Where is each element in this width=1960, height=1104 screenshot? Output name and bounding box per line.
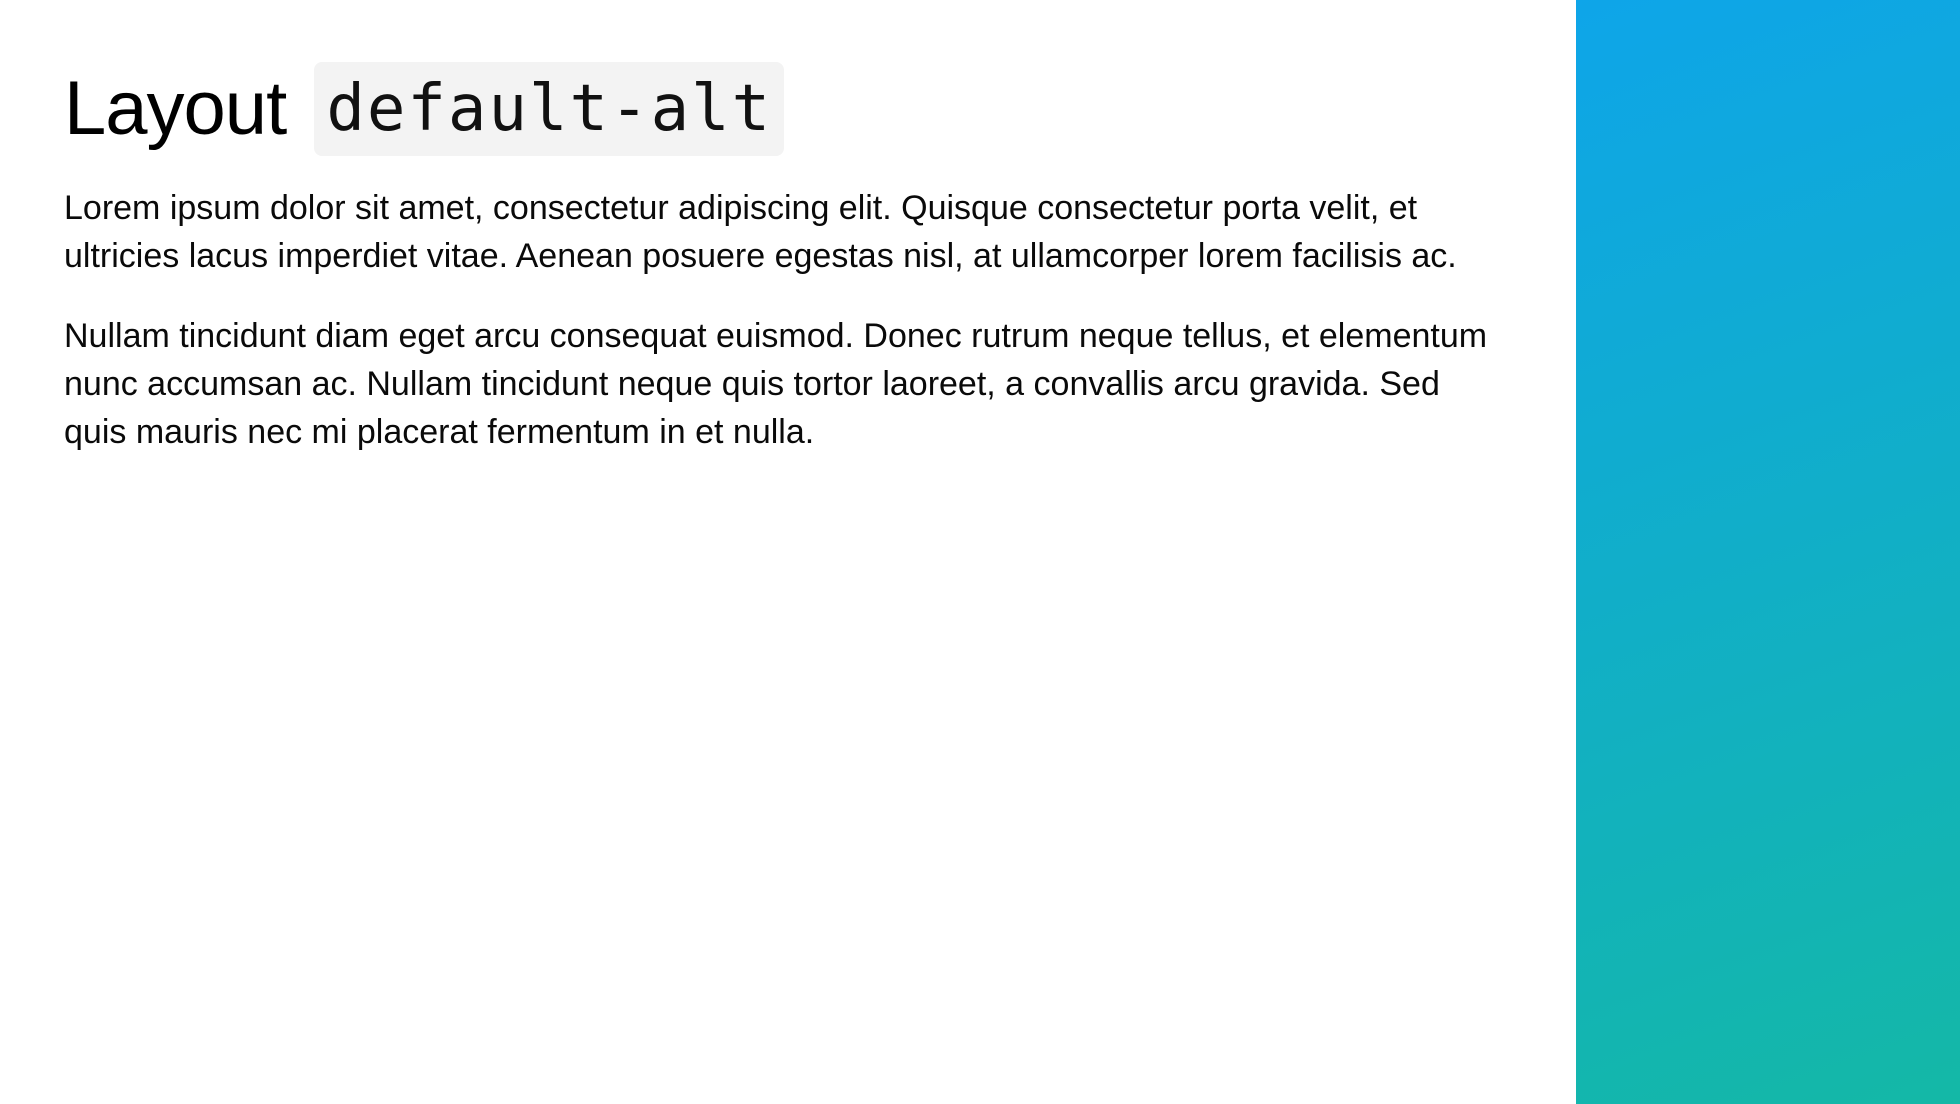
paragraph-1: Lorem ipsum dolor sit amet, consectetur adipiscing elit. Quisque consectetur porta velit, et ultricies lacus imperdiet vitae. Aenean posuere egestas nisl, at ullamcorper lorem facilisis ac. [64, 189, 1457, 275]
title-text: Layout [64, 66, 287, 151]
slide-content [64, 62, 1504, 456]
layout-name-code: default-alt [314, 62, 784, 156]
gradient-side-panel [1576, 0, 1960, 1104]
slide-title [64, 62, 1504, 156]
paragraph-2: Nullam tincidunt diam eget arcu consequat euismod. Donec rutrum neque tellus, et elementum nunc accumsan ac. Nullam tincidunt neque quis tortor laoreet, a convallis arcu gravida. Sed quis mauris nec mi placerat fermentum in et nulla. [64, 317, 1488, 451]
